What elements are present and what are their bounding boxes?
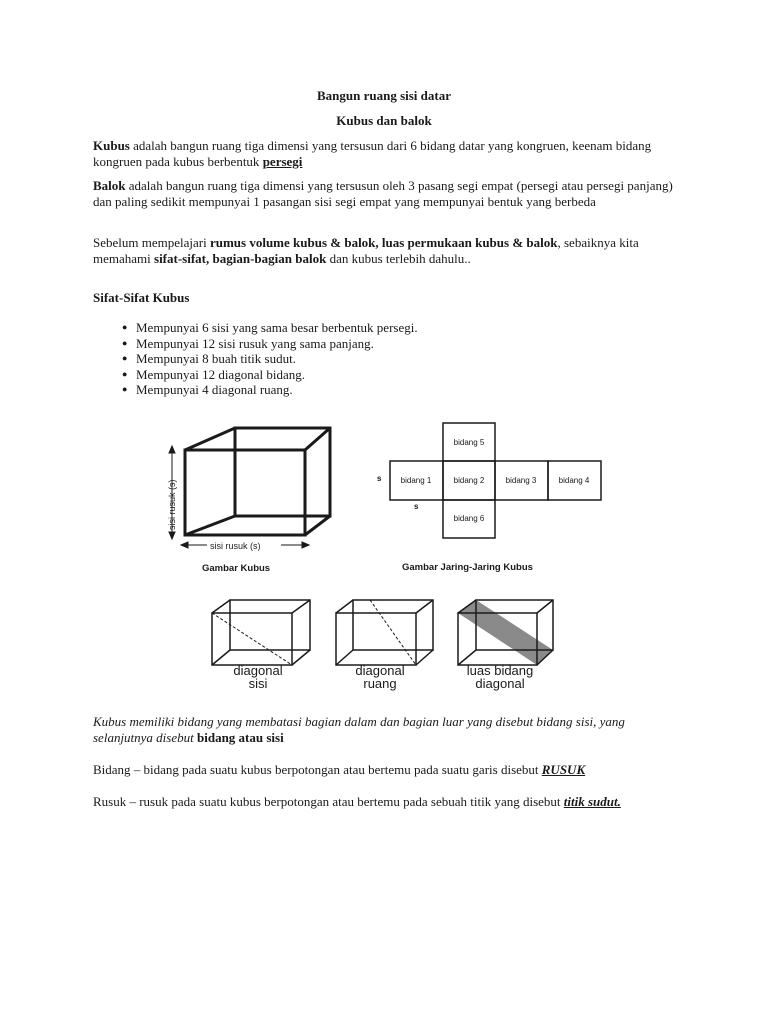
cube-caption: Gambar Kubus <box>202 563 271 574</box>
term-balok: Balok <box>93 178 126 193</box>
paragraph-sebelum-text-3: dan kubus terlebih dahulu.. <box>326 251 471 266</box>
list-item: ● Mempunyai 12 diagonal bidang. <box>122 367 418 383</box>
paragraph-rusuk-def <box>93 762 685 778</box>
cube-diagonal-ruang <box>336 600 433 665</box>
list-item: ● Mempunyai 4 diagonal ruang. <box>122 382 418 398</box>
caption-luas-bidang-2: diagonal <box>475 676 525 691</box>
paragraph-kubus-text: adalah bangun ruang tiga dimensi yang tersusun dari 6 bidang datar yang kongruen, keenam bidang kongruen pada kubus berbentuk <box>93 138 652 169</box>
bottom-label: sisi rusuk (s) <box>210 541 261 551</box>
cube-drawing <box>185 428 330 535</box>
net-label-bidang-2: bidang 2 <box>453 476 485 485</box>
bullet-list <box>122 320 418 398</box>
term-titik-sudut: titik sudut. <box>563 794 621 809</box>
term-rusuk: RUSUK <box>541 762 586 777</box>
net-label-bidang-1: bidang 1 <box>400 476 432 485</box>
paragraph-sebelum-text-1: Sebelum mempelajari <box>93 235 210 250</box>
paragraph-sebelum-text-2: , sebaiknya kita memahami <box>93 235 639 266</box>
caption-diagonal-ruang-1: diagonal <box>355 663 405 678</box>
paragraph-kubus <box>93 138 685 170</box>
paragraph-bidang-sisi-text: Kubus memiliki bidang yang membatasi bagian dalam dan bagian luar yang disebut bidang sisi, yang selanjutnya disebut <box>93 714 625 745</box>
net-label-bidang-5: bidang 5 <box>453 438 485 447</box>
cube-luas-bidang-diagonal <box>458 600 553 665</box>
caption-diagonal-sisi-2: sisi <box>248 676 268 691</box>
caption-diagonal-ruang-2: ruang <box>363 676 397 691</box>
bold-rumus: rumus volume kubus & balok, luas permukaan kubus & balok <box>209 235 558 250</box>
paragraph-balok-text: adalah bangun ruang tiga dimensi yang tersusun oleh 3 pasang segi empat (persegi atau persegi panjang) dan paling sedikit mempunyai 1 pasangan sisi segi empat yang mempunyai bentuk yang berbeda <box>93 178 673 209</box>
caption-diagonal-sisi-1: diagonal <box>233 663 283 678</box>
side-label: sisi rusuk (s) <box>167 479 177 530</box>
net-s-bottom: s <box>414 502 419 511</box>
term-kubus: Kubus <box>93 138 130 153</box>
net-label-bidang-3: bidang 3 <box>505 476 537 485</box>
diagonal-figures <box>200 595 570 695</box>
document-subtitle: Kubus dan balok <box>336 113 432 128</box>
net-caption: Gambar Jaring-Jaring Kubus <box>402 562 533 573</box>
paragraph-titik-sudut-text: Rusuk – rusuk pada suatu kubus berpotongan atau bertemu pada sebuah titik yang disebut <box>93 794 564 809</box>
link-persegi[interactable]: persegi <box>262 154 303 169</box>
net-label-bidang-4: bidang 4 <box>558 476 590 485</box>
paragraph-bidang-sisi <box>93 714 685 746</box>
bold-sifat: sifat-sifat, bagian-bagian balok <box>154 251 327 266</box>
cube-diagonal-sisi <box>212 600 310 665</box>
list-item: ● Mempunyai 6 sisi yang sama besar berbentuk persegi. <box>122 320 418 336</box>
net-s-left: s <box>377 474 382 483</box>
bold-bidang-atau-sisi: bidang atau sisi <box>197 730 284 745</box>
net-label-bidang-6: bidang 6 <box>453 514 485 523</box>
cube-figure <box>150 420 350 580</box>
paragraph-balok <box>93 178 685 210</box>
cube-net-figure <box>370 420 610 580</box>
caption-luas-bidang-1: luas bidang <box>466 663 534 678</box>
document-title: Bangun ruang sisi datar <box>316 88 451 103</box>
paragraph-rusuk-def-text: Bidang – bidang pada suatu kubus berpotongan atau bertemu pada suatu garis disebut <box>93 762 542 777</box>
list-item: ● Mempunyai 8 buah titik sudut. <box>122 351 418 367</box>
paragraph-sebelum <box>93 235 685 267</box>
heading-sifat-kubus: Sifat-Sifat Kubus <box>93 290 190 305</box>
paragraph-titik-sudut-def <box>93 794 685 810</box>
list-item: ● Mempunyai 12 sisi rusuk yang sama panjang. <box>122 336 418 352</box>
